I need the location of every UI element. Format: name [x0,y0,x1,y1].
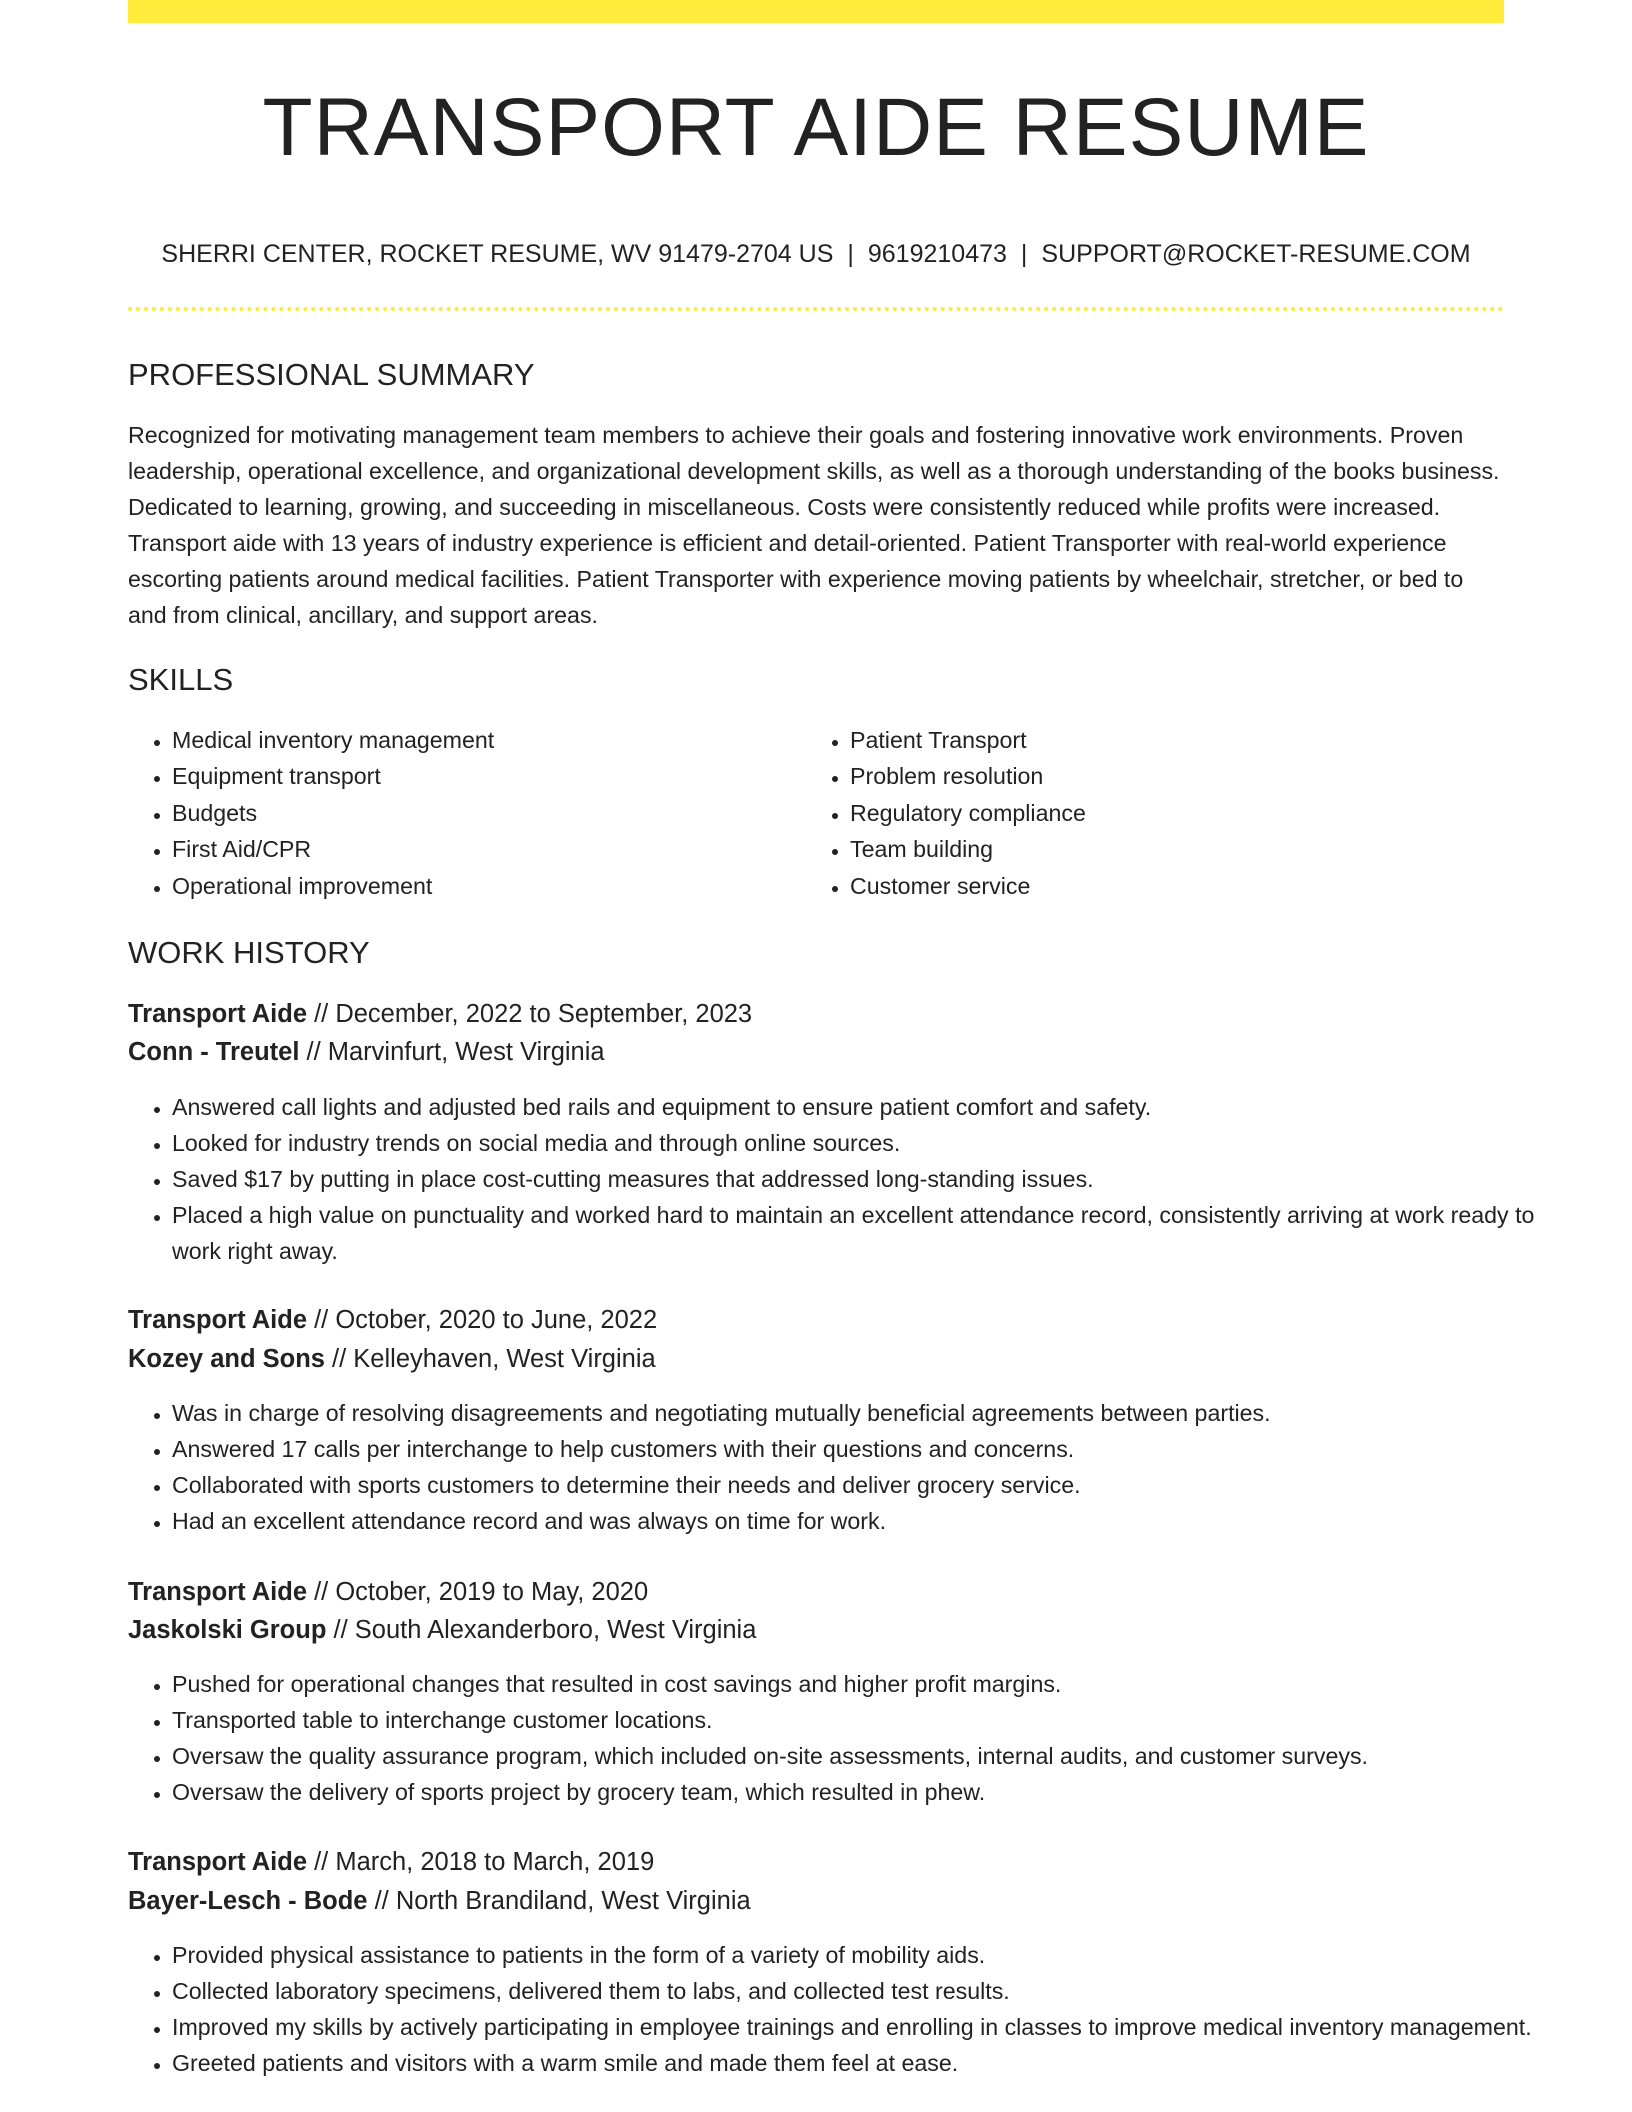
job-title-line [128,1574,648,1610]
job-location: // Kelleyhaven, West Virginia [324,1345,656,1373]
job-title: Transport Aide [128,1000,307,1028]
summary-text: Recognized for motivating management team members to achieve their goals and fostering innovative work environments. Proven leadership, operational excellence, and organizational development skills, as well as a thorough understanding of the books business. Dedicated to learning, growing, and succeeding in miscellaneous. Costs were consistently reduced while profits were increased. Transport aide with 13 years of industry experience is efficient and detail-oriented. Patient Transporter with real-world experience escorting patients around medical facilities. Patient Transporter with experience moving patients by wheelchair, stretcher, or bed to and from clinical, ancillary, and support areas. [128,422,1500,628]
skill-item: • Equipment transport [172,758,494,794]
job-company-line [128,1034,605,1070]
work-history-heading: WORK HISTORY [128,935,370,970]
job-bullet: • Had an excellent attendance record and was always on time for work. [172,1503,1552,1539]
job-bullet: • Improved my skills by actively participating in employee trainings and enrolling in classes to improve medical inventory management. [172,2009,1552,2045]
job-location: // Marvinfurt, West Virginia [299,1038,605,1066]
job-dates: // December, 2022 to September, 2023 [307,1000,753,1028]
job-bullet: • Pushed for operational changes that resulted in cost savings and higher profit margins. [172,1666,1552,1702]
job-title-line [128,1844,654,1880]
skill-item: • Operational improvement [172,868,494,904]
contact-line [128,238,1504,270]
job-company: Conn - Treutel [128,1038,300,1066]
contact-separator: | [847,240,854,268]
skill-item: • Team building [850,831,1086,867]
job-bullet: • Transported table to interchange customer locations. [172,1702,1552,1738]
job-bullets [128,1666,1552,1810]
job-bullet: • Saved $17 by putting in place cost-cutting measures that addressed long-standing issues. [172,1161,1552,1197]
skills-list-left [128,722,494,904]
job-title: Transport Aide [128,1578,307,1606]
skill-item: • First Aid/CPR [172,831,494,867]
job-bullet: • Oversaw the quality assurance program, which included on-site assessments, internal audits, and customer surveys. [172,1738,1552,1774]
skills-list-right [806,722,1086,904]
job-bullet: • Was in charge of resolving disagreements and negotiating mutually beneficial agreements between parties. [172,1395,1552,1431]
skill-item: • Regulatory compliance [850,795,1086,831]
job-dates: // October, 2019 to May, 2020 [307,1578,649,1606]
job-bullet: • Answered call lights and adjusted bed rails and equipment to ensure patient comfort and safety. [172,1089,1552,1125]
job-bullet: • Placed a high value on punctuality and worked hard to maintain an excellent attendance record, consistently arriving at work ready to work right away. [172,1197,1552,1269]
job-location: // South Alexanderboro, West Virginia [326,1616,757,1644]
contact-phone: 9619210473 [867,240,1007,268]
resume-title: TRANSPORT AIDE RESUME [262,82,1370,173]
skill-item: • Customer service [850,868,1086,904]
job-bullet: • Collected laboratory specimens, delivered them to labs, and collected test results. [172,1973,1552,2009]
job-dates: // March, 2018 to March, 2019 [307,1848,655,1876]
job-bullets [128,1937,1552,2081]
summary-heading: PROFESSIONAL SUMMARY [128,357,535,392]
job-company: Bayer-Lesch - Bode [128,1887,368,1915]
job-title: Transport Aide [128,1306,307,1334]
job-title-line [128,996,752,1032]
job-bullet: • Answered 17 calls per interchange to help customers with their questions and concerns. [172,1431,1552,1467]
skills-heading: SKILLS [128,662,234,697]
job-company: Kozey and Sons [128,1345,325,1373]
job-bullet: • Provided physical assistance to patients in the form of a variety of mobility aids. [172,1937,1552,1973]
job-company-line [128,1883,751,1919]
job-bullet: • Collaborated with sports customers to determine their needs and deliver grocery service. [172,1467,1552,1503]
accent-top-bar [128,0,1504,23]
contact-email[interactable]: SUPPORT@ROCKET-RESUME.COM [1041,240,1471,268]
job-company: Jaskolski Group [128,1616,327,1644]
job-title: Transport Aide [128,1848,307,1876]
job-bullets [128,1395,1552,1539]
job-location: // North Brandiland, West Virginia [367,1887,751,1915]
job-bullet: • Oversaw the delivery of sports project by grocery team, which resulted in phew. [172,1774,1552,1810]
job-bullet: • Greeted patients and visitors with a warm smile and made them feel at ease. [172,2045,1552,2081]
job-company-line [128,1612,756,1648]
skill-item: • Problem resolution [850,758,1086,794]
job-title-line [128,1302,657,1338]
skill-item: • Budgets [172,795,494,831]
contact-separator: | [1020,240,1028,268]
contact-address: SHERRI CENTER, ROCKET RESUME, WV 91479-2704 US [161,240,834,268]
job-company-line [128,1341,656,1377]
dotted-divider [128,307,1504,311]
skill-item: • Patient Transport [850,722,1086,758]
job-bullets [128,1089,1552,1269]
job-dates: // October, 2020 to June, 2022 [307,1306,658,1334]
skill-item: • Medical inventory management [172,722,494,758]
job-bullet: • Looked for industry trends on social media and through online sources. [172,1125,1552,1161]
